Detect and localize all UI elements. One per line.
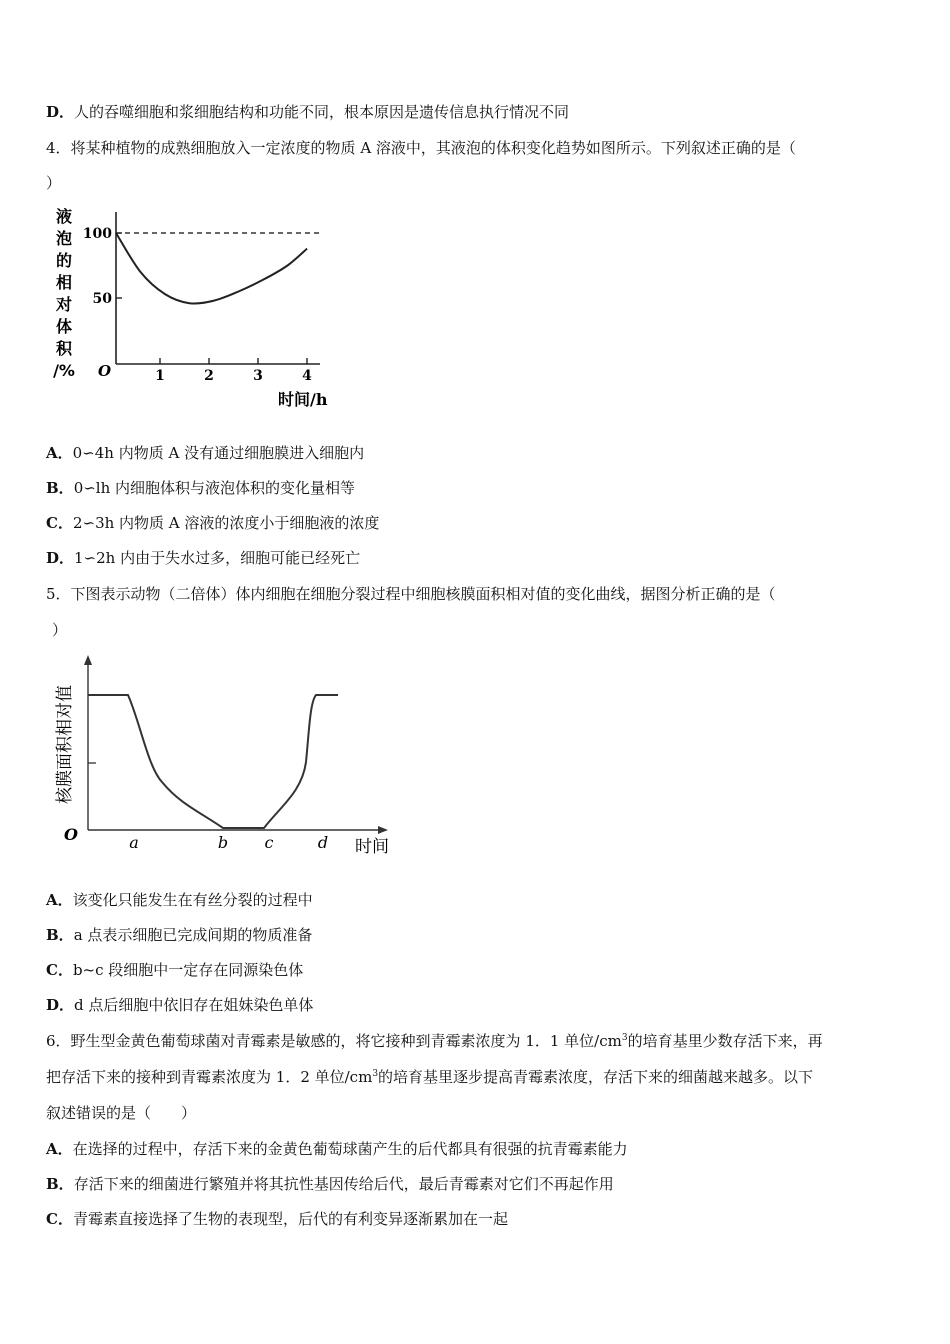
option-label: A． — [46, 1140, 73, 1158]
q4-option-d — [46, 548, 910, 568]
q5-stem-line-2: ） — [52, 621, 68, 639]
nuclear-membrane-curve — [88, 695, 338, 828]
q6-line2-sup: 3 — [372, 1069, 379, 1079]
point-label-c: c — [264, 833, 274, 852]
origin-label: O — [98, 362, 112, 380]
q6-option-c — [46, 1209, 910, 1229]
option-text: 2∽3h 内物质 A 溶液的浓度小于细胞液的浓度 — [72, 514, 380, 532]
option-text: d 点后细胞中依旧存在姐妹染色单体 — [74, 996, 314, 1014]
option-text: 0∽lh 内细胞体积与液泡体积的变化量相等 — [73, 479, 356, 497]
q3-option-d — [46, 102, 910, 122]
y-label-char: 液 — [55, 207, 73, 226]
option-text: 存活下来的细菌进行繁殖并将其抗性基因传给后代，最后青霉素对它们不再起作用 — [73, 1175, 614, 1193]
option-text: 人的吞噬细胞和浆细胞结构和功能不同，根本原因是遗传信息执行情况不同 — [74, 103, 570, 121]
origin-label: O — [64, 825, 78, 844]
q4-figure-vacuole-volume-chart — [40, 200, 370, 420]
q5-option-a — [46, 890, 910, 910]
option-text: 该变化只能发生在有丝分裂的过程中 — [72, 891, 313, 909]
q4-option-a — [46, 443, 910, 463]
option-text: 在选择的过程中，存活下来的金黄色葡萄球菌产生的后代都具有很强的抗青霉素能力 — [72, 1140, 628, 1158]
q6-stem-line-1 — [46, 1031, 910, 1051]
option-label: D． — [46, 549, 75, 567]
q4-option-b — [46, 478, 910, 498]
option-text: a 点表示细胞已完成间期的物质准备 — [73, 926, 313, 944]
option-label: D． — [46, 996, 75, 1014]
q6-line2-part-b: 的培育基里逐步提高青霉素浓度，存活下来的细菌越来越多。以下 — [378, 1068, 814, 1086]
option-text: 青霉素直接选择了生物的表现型，后代的有利变异逐渐累加在一起 — [72, 1210, 508, 1228]
option-label: A． — [46, 444, 73, 462]
vacuole-volume-curve — [116, 233, 307, 304]
q4-stem-line-1: 4．将某种植物的成熟细胞放入一定浓度的物质 A 溶液中，其液泡的体积变化趋势如图所示。下列叙述正确的是（ — [46, 139, 796, 157]
q4-option-c — [46, 513, 910, 533]
y-label-char: /% — [53, 361, 75, 380]
option-label: B． — [46, 1175, 74, 1193]
option-label: A． — [46, 891, 73, 909]
option-label: D． — [46, 103, 75, 121]
q6-option-a — [46, 1139, 910, 1159]
q6-line1-part-a: 6．野生型金黄色葡萄球菌对青霉素是敏感的，将它接种到青霉素浓度为 1．1 单位/cm — [46, 1032, 622, 1050]
x-tick-label: 1 — [155, 368, 165, 384]
x-tick-label: 3 — [253, 368, 263, 384]
y-label-char: 积 — [55, 339, 73, 358]
x-ticks — [155, 358, 312, 384]
x-axis-arrow — [378, 826, 388, 834]
q6-stem-line-2 — [46, 1067, 910, 1087]
option-label: B． — [46, 479, 74, 497]
y-axis-label: 核膜面积相对值 — [55, 685, 75, 804]
option-label: B． — [46, 926, 74, 944]
y-label-char: 泡 — [55, 229, 73, 248]
q5-option-d — [46, 995, 910, 1015]
q6-option-b — [46, 1174, 910, 1194]
y-label-char: 对 — [55, 295, 73, 314]
q5-option-c — [46, 960, 910, 980]
option-text: 0∽4h 内物质 A 没有通过细胞膜进入细胞内 — [72, 444, 365, 462]
option-label: C． — [46, 961, 73, 979]
x-tick-label: 4 — [302, 368, 312, 384]
y-label-char: 体 — [55, 317, 73, 336]
q5-stem-line-1: 5．下图表示动物（二倍体）体内细胞在细胞分裂过程中细胞核膜面积相对值的变化曲线，据图分析正确的是（ — [46, 585, 776, 603]
point-label-d: d — [317, 833, 329, 852]
y-tick-label: 100 — [82, 226, 112, 242]
y-label-char: 的 — [55, 251, 73, 270]
q5-option-b — [46, 925, 910, 945]
option-label: C． — [46, 514, 73, 532]
point-label-b: b — [217, 833, 229, 852]
x-tick-label: 2 — [204, 368, 214, 384]
q6-stem-line-3: 叙述错误的是（ ） — [46, 1104, 197, 1122]
y-tick-label: 50 — [92, 291, 112, 307]
option-label: C． — [46, 1210, 73, 1228]
q5-figure-nuclear-membrane-chart — [40, 652, 410, 864]
option-text: b~c 段细胞中一定存在同源染色体 — [72, 961, 304, 979]
q6-line1-sup: 3 — [621, 1033, 628, 1043]
option-text: 1∽2h 内由于失水过多，细胞可能已经死亡 — [74, 549, 361, 567]
q6-line1-part-b: 的培育基里少数存活下来，再 — [627, 1032, 823, 1050]
y-axis-label — [53, 207, 75, 380]
q6-line2-part-a: 把存活下来的接种到青霉素浓度为 1．2 单位/cm — [46, 1068, 373, 1086]
point-label-a: a — [129, 833, 139, 852]
y-axis-arrow — [84, 655, 92, 665]
x-axis-label: 时间 — [355, 837, 389, 857]
q4-stem-line-2: ） — [46, 174, 62, 192]
y-label-char: 相 — [55, 273, 73, 292]
x-axis-label: 时间/h — [278, 390, 328, 409]
